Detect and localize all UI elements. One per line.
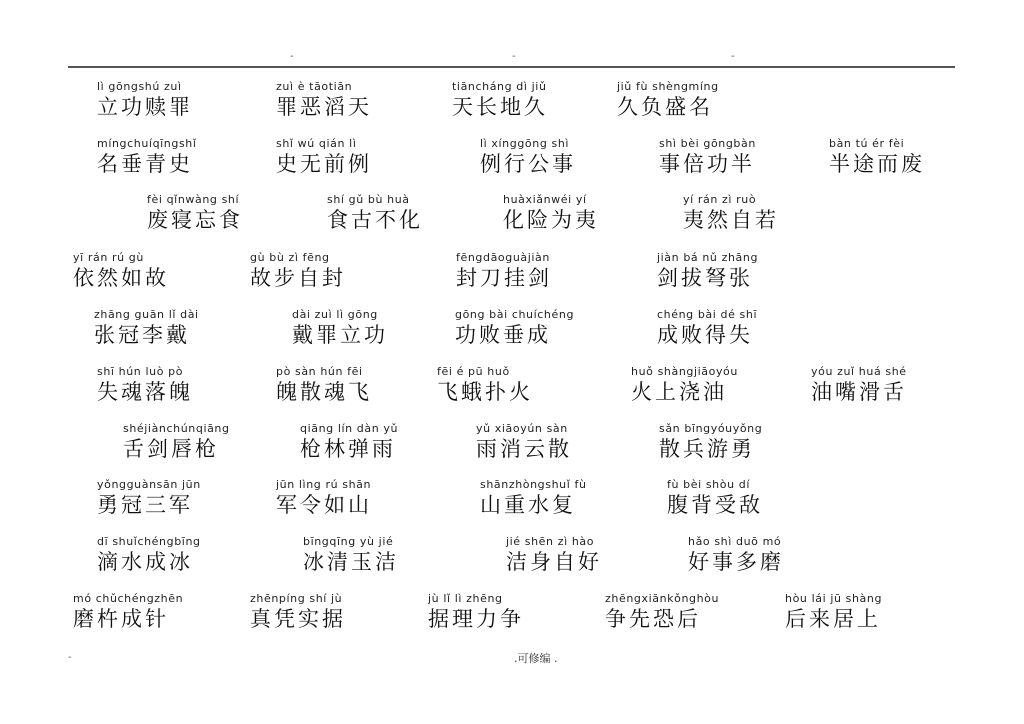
idiom-characters: 化险为夷 <box>503 208 599 232</box>
idiom-characters: 久负盛名 <box>617 95 713 119</box>
idiom-pinyin: shǐ wú qián lì <box>276 137 357 150</box>
idiom-characters: 名垂青史 <box>97 152 193 176</box>
idiom-pinyin: lì gōngshú zuì <box>97 80 182 93</box>
idiom-pinyin: jiǔ fù shèngmíng <box>617 80 719 93</box>
idiom-characters: 废寝忘食 <box>147 208 243 232</box>
idiom-pinyin: zuì è tāotiān <box>276 80 353 93</box>
idiom-pinyin: shí gǔ bù huà <box>327 193 410 206</box>
idiom-characters: 洁身自好 <box>506 550 602 574</box>
idiom-pinyin: yǔ xiāoyún sàn <box>476 422 568 435</box>
idiom-characters: 散兵游勇 <box>659 437 755 461</box>
idiom-pinyin: shānzhòngshuǐ fù <box>480 478 587 491</box>
idiom-pinyin: jié shēn zì hào <box>506 535 595 548</box>
idiom-characters: 半途而废 <box>829 152 925 176</box>
idiom-characters: 飞蛾扑火 <box>437 380 533 404</box>
idiom-characters: 真凭实据 <box>250 607 346 631</box>
idiom-pinyin: zhēngxiānkǒnghòu <box>605 592 720 605</box>
idiom-pinyin: mó chǔchéngzhēn <box>73 592 184 605</box>
idiom-pinyin: tiāncháng dì jiǔ <box>452 80 547 93</box>
idiom-pinyin: jūn lìng rú shān <box>276 478 372 491</box>
idiom-pinyin: shéjiànchúnqiāng <box>123 422 230 435</box>
idiom-pinyin: fèi qǐnwàng shí <box>147 193 240 206</box>
idiom-pinyin: pò sàn hún fēi <box>276 365 363 378</box>
idiom-pinyin: fēngdāoguàjiàn <box>456 251 550 264</box>
idiom-pinyin: shì bèi gōngbàn <box>659 137 756 150</box>
idiom-pinyin: fù bèi shòu dí <box>667 478 750 491</box>
idiom-characters: 军令如山 <box>276 493 372 517</box>
idiom-pinyin: chéng bài dé shī <box>657 308 758 321</box>
idiom-pinyin: huàxiǎnwéi yí <box>503 193 587 206</box>
idiom-characters: 好事多磨 <box>688 550 784 574</box>
idiom-characters: 山重水复 <box>480 493 576 517</box>
idiom-characters: 火上浇油 <box>631 380 727 404</box>
idiom-pinyin: jiàn bá nǔ zhāng <box>657 251 759 264</box>
idiom-pinyin: yí rán zì ruò <box>683 193 757 206</box>
idiom-pinyin: hòu lái jū shàng <box>785 592 883 605</box>
idiom-pinyin: bīngqīng yù jié <box>303 535 394 548</box>
idiom-characters: 功败垂成 <box>455 323 551 347</box>
idiom-pinyin: yī rán rú gù <box>73 251 144 264</box>
idiom-characters: 天长地久 <box>452 95 548 119</box>
idiom-pinyin: gù bù zì fēng <box>250 251 330 264</box>
idiom-characters: 戴罪立功 <box>292 323 388 347</box>
idiom-characters: 后来居上 <box>785 607 881 631</box>
idiom-characters: 立功赎罪 <box>97 95 193 119</box>
idiom-pinyin: sǎn bīngyóuyǒng <box>659 422 763 435</box>
idiom-characters: 失魂落魄 <box>97 380 193 404</box>
idiom-pinyin: bàn tú ér fèi <box>829 137 905 150</box>
idiom-pinyin: dài zuì lì gōng <box>292 308 378 321</box>
idiom-pinyin: zhēnpíng shí jù <box>250 592 343 605</box>
idiom-pinyin: lì xínggōng shì <box>480 137 570 150</box>
idiom-characters: 魄散魂飞 <box>276 380 372 404</box>
idiom-characters: 舌剑唇枪 <box>123 437 219 461</box>
idiom-characters: 史无前例 <box>276 152 372 176</box>
idiom-pinyin: dī shuǐchéngbīng <box>97 535 201 548</box>
idiom-pinyin: qiāng lín dàn yǔ <box>300 422 399 435</box>
idiom-pinyin: zhāng guān lǐ dài <box>94 308 199 321</box>
idiom-pinyin: fēi é pū huǒ <box>437 365 510 378</box>
header-dot: - <box>731 51 735 62</box>
idiom-pinyin: huǒ shàngjiāoyóu <box>631 365 738 378</box>
idiom-characters: 罪恶滔天 <box>276 95 372 119</box>
idiom-characters: 磨杵成针 <box>73 607 169 631</box>
idiom-characters: 成败得失 <box>657 323 753 347</box>
idiom-characters: 雨消云散 <box>476 437 572 461</box>
idiom-characters: 张冠李戴 <box>94 323 190 347</box>
idiom-characters: 事倍功半 <box>659 152 755 176</box>
idiom-pinyin: hǎo shì duō mó <box>688 535 782 548</box>
footer-text: .可修编 . <box>514 652 558 665</box>
idiom-characters: 枪林弹雨 <box>300 437 396 461</box>
idiom-characters: 剑拔弩张 <box>657 266 753 290</box>
idiom-characters: 依然如故 <box>73 266 169 290</box>
idiom-characters: 食古不化 <box>327 208 423 232</box>
idiom-pinyin: míngchuíqīngshǐ <box>97 137 197 150</box>
idiom-pinyin: yóu zuǐ huá shé <box>811 365 907 378</box>
idiom-pinyin: jù lǐ lì zhēng <box>428 592 503 605</box>
idiom-characters: 封刀挂剑 <box>456 266 552 290</box>
idiom-characters: 滴水成冰 <box>97 550 193 574</box>
idiom-characters: 勇冠三军 <box>97 493 193 517</box>
idiom-characters: 夷然自若 <box>683 208 779 232</box>
idiom-characters: 例行公事 <box>480 152 576 176</box>
idiom-characters: 腹背受敌 <box>667 493 763 517</box>
footer-dot: - <box>68 652 72 663</box>
header-dot: - <box>290 51 294 62</box>
header-dot: - <box>512 51 516 62</box>
idiom-pinyin: shī hún luò pò <box>97 365 184 378</box>
header-rule <box>68 66 955 68</box>
idiom-characters: 故步自封 <box>250 266 346 290</box>
idiom-pinyin: yǒngguànsān jūn <box>97 478 201 491</box>
idiom-characters: 油嘴滑舌 <box>811 380 907 404</box>
idiom-pinyin: gōng bài chuíchéng <box>455 308 575 321</box>
idiom-characters: 争先恐后 <box>605 607 701 631</box>
idiom-characters: 据理力争 <box>428 607 524 631</box>
idiom-characters: 冰清玉洁 <box>303 550 399 574</box>
